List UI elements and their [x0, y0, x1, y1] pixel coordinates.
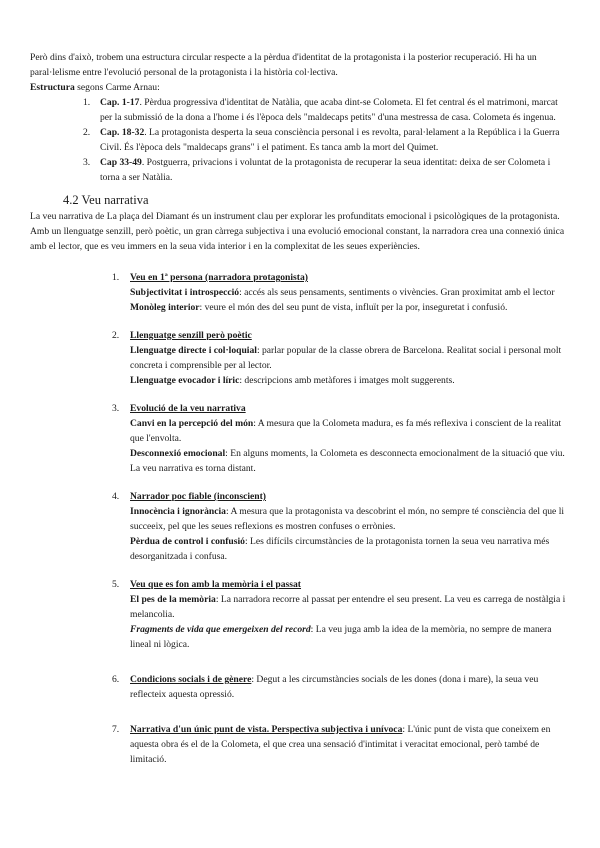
- veu-intro-paragraph: La veu narrativa de La plaça del Diamant és un instrument clau per explorar les profunditats emocional i psicològiques de la protagonista. Amb un llenguatge senzill, però poètic, un gran càrrega subjectiva i una evolució emocional constant, la narradora crea una connexió única amb el lector, que es veu immers en la seua vida interior i en la complexitat de les seues experiències.: [30, 211, 565, 252]
- section-3: [30, 401, 570, 476]
- section-5: [30, 577, 570, 652]
- item-label: Pèrdua de control i confusió: [130, 536, 245, 547]
- item-text: : La veu juga amb la idea de la memòria, no sempre de manera lineal ni lògica.: [130, 624, 552, 650]
- chapter-item: [30, 95, 570, 125]
- chapter-label: Cap. 18-32: [100, 127, 145, 138]
- chapter-text: . Pèrdua progressiva d'identitat de Natàlia, que acaba dint-se Colometa. El fet central és el matrimoni, marcat per la submissió de la dona a l'home i és l'època dels "maldecaps petits" d'una mestressa de casa. Colometa és ingenua.: [100, 97, 558, 123]
- section-item: [130, 622, 570, 652]
- estructura-line: [30, 80, 570, 95]
- item-text: : En alguns moments, la Colometa es desconnecta emocionalment de la situació que viu. La veu narrativa es torna distant.: [130, 448, 565, 474]
- section-text: : Degut a les circumstàncies socials de les dones (dona i mare), la seua veu reflecteix aquesta opressió.: [130, 674, 539, 700]
- list-number: 3.: [83, 157, 91, 168]
- section-item: [130, 446, 570, 476]
- item-text: : descripcions amb metàfores i imatges molt suggerents.: [239, 375, 455, 386]
- chapter-list: [30, 95, 570, 185]
- chapter-item: [30, 155, 570, 185]
- list-number: 1.: [112, 272, 120, 283]
- item-text: : veure el món des del seu punt de vista, influït per la por, inseguretat i confusió.: [199, 302, 508, 313]
- section-heading: 4.2 Veu narrativa: [63, 193, 149, 207]
- section-2: [30, 328, 570, 388]
- chapter-text: . La protagonista desperta la seua consciència personal i es revolta, paral·lelament a la República i la Guerra Civil. És l'època dels "maldecaps grans" i el patiment. Es tanca amb la mort del Quimet.: [100, 127, 560, 153]
- item-text: : A mesura que la protagonista va descobrint el món, no sempre té consciència del que li succeeix, pel que les seues reflexions es mostren confuses o errònies.: [130, 506, 565, 532]
- section-item: [130, 504, 570, 534]
- section-text: : L'únic punt de vista que coneixem en aquesta obra és el de la Colometa, el que crea una sensació d'intimitat i veracitat emocional, però també de limitació.: [130, 724, 551, 765]
- section-title: Narrativa d'un únic punt de vista. Perspectiva subjectiva i unívoca: [130, 724, 403, 735]
- item-text: : A mesura que la Colometa madura, es fa més reflexiva i conscient de la realitat que l'envolta.: [130, 418, 562, 444]
- item-text: : La narradora recorre al passat per entendre el seu present. La veu es carrega de nostàlgia i melancolia.: [130, 594, 566, 620]
- section-title: Veu que es fon amb la memòria i el passat: [130, 579, 302, 590]
- section-item: [130, 534, 570, 564]
- list-number: 5.: [112, 579, 120, 590]
- section-item: [130, 300, 570, 315]
- item-label: Llenguatge evocador i líric: [130, 375, 240, 386]
- list-number: 1.: [83, 97, 91, 108]
- item-label: Innocència i ignorància: [130, 506, 226, 517]
- item-label: Subjectivitat i introspecció: [130, 287, 240, 298]
- item-text: : parlar popular de la classe obrera de Barcelona. Realitat social i personal molt concreta i comprensible per al lector.: [130, 345, 562, 371]
- chapter-text: . Postguerra, privacions i voluntat de la protagonista de recuperar la seua identitat: deixa de ser Colometa i torna a ser Natàlia.: [100, 157, 551, 183]
- section-item: [130, 373, 570, 388]
- list-number: 4.: [112, 491, 120, 502]
- section-item: [130, 285, 570, 300]
- chapter-item: [30, 125, 570, 155]
- section-4: [30, 489, 570, 564]
- item-label: Monòleg interior: [130, 302, 200, 313]
- section-item: [130, 343, 570, 373]
- item-label: El pes de la memòria: [130, 594, 216, 605]
- item-label: Llenguatge directe i col·loquial: [130, 345, 257, 356]
- section-title: Narrador poc fiable (inconscient): [130, 491, 266, 502]
- chapter-label: Cap 33-49: [100, 157, 142, 168]
- section-7: [30, 722, 570, 767]
- section-title: Llenguatge senzill però poètic: [130, 330, 252, 341]
- section-title: Veu en 1ª persona (narradora protagonista): [130, 272, 308, 283]
- estructura-rest: segons Carme Arnau:: [74, 82, 160, 93]
- section-6: [30, 672, 570, 702]
- intro-paragraph: Però dins d'això, trobem una estructura circular respecte a la pèrdua d'identitat de la protagonista i la posterior recuperació. Hi ha un paral·lelisme entre l'evolució personal de la protagonista i la història col·lectiva.: [30, 52, 537, 78]
- section-item: [130, 592, 570, 622]
- list-number: 2.: [112, 330, 120, 341]
- list-number: 7.: [112, 724, 120, 735]
- estructura-label: Estructura: [30, 82, 75, 93]
- item-text: : Les difícils circumstàncies de la protagonista tornen la seua veu narrativa més desorganitzada i confusa.: [130, 536, 550, 562]
- list-number: 3.: [112, 403, 120, 414]
- section-title: Evolució de la veu narrativa: [130, 403, 246, 414]
- section-item: [130, 416, 570, 446]
- section-title: Condicions socials i de gènere: [130, 674, 252, 685]
- chapter-label: Cap. 1-17: [100, 97, 140, 108]
- section-1: [30, 270, 570, 315]
- item-text: : accés als seus pensaments, sentiments o vivències. Gran proximitat amb el lector: [239, 287, 555, 298]
- list-number: 6.: [112, 674, 120, 685]
- list-number: 2.: [83, 127, 91, 138]
- item-label: Desconnexió emocional: [130, 448, 226, 459]
- item-label: Canvi en la percepció del món: [130, 418, 254, 429]
- item-label: Fragments de vida que emergeixen del record: [130, 624, 311, 635]
